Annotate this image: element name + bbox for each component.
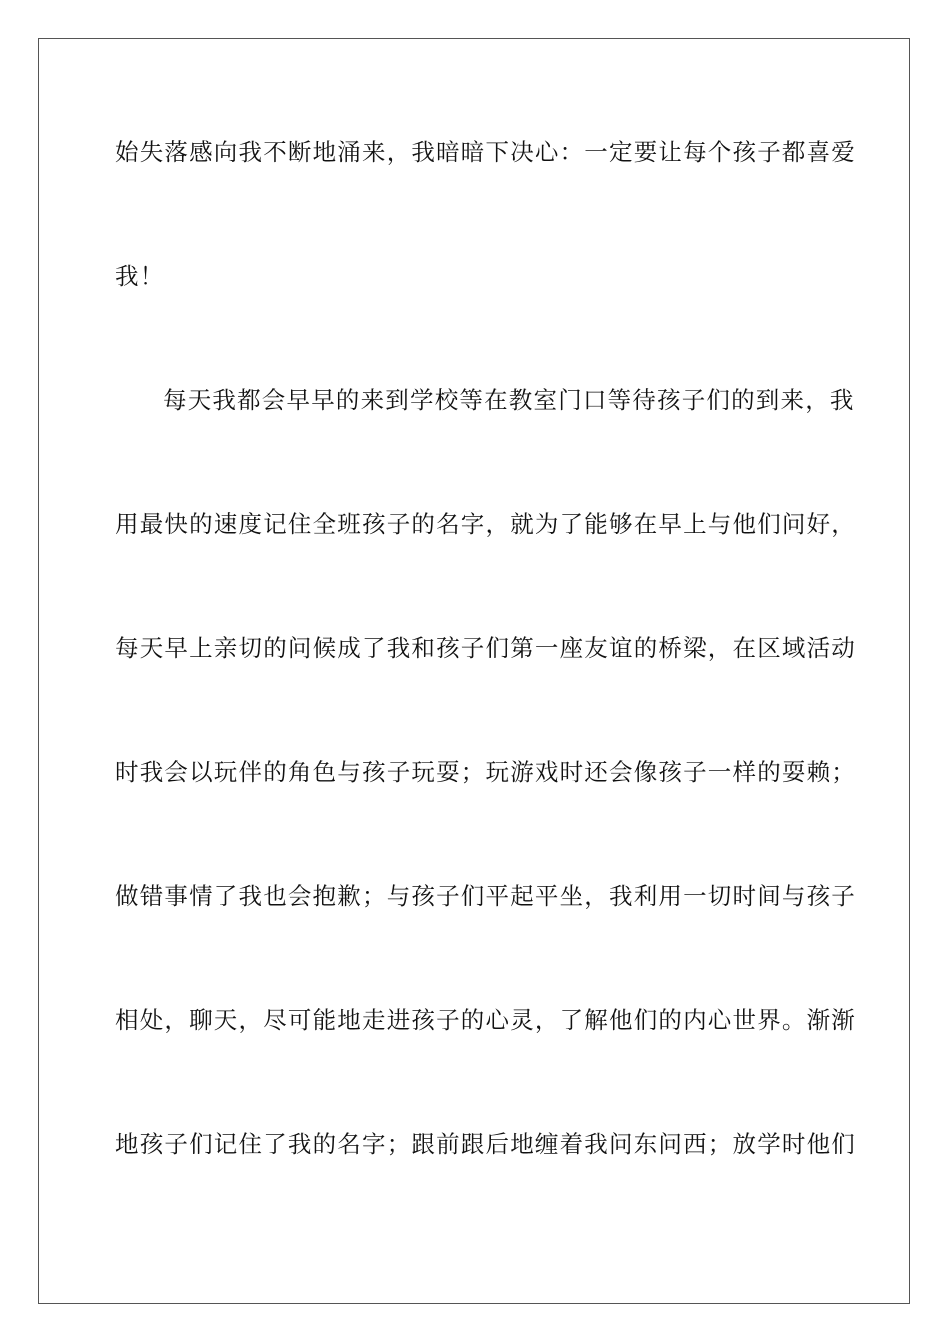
page-frame [38, 38, 910, 1304]
text-line: 始失落感向我不断地涌来，我暗暗下决心：一定要让每个孩子都喜爱 [115, 138, 856, 166]
text-line: 做错事情了我也会抱歉；与孩子们平起平坐，我利用一切时间与孩子 [115, 882, 856, 910]
text-line: 相处，聊天，尽可能地走进孩子的心灵，了解他们的内心世界。渐渐 [115, 1006, 856, 1034]
text-line: 时我会以玩伴的角色与孩子玩耍；玩游戏时还会像孩子一样的耍赖； [115, 758, 856, 786]
paragraph-first-line: 每天我都会早早的来到学校等在教室门口等待孩子们的到来，我 [163, 386, 855, 414]
text-line: 每天早上亲切的问候成了我和孩子们第一座友谊的桥梁，在区域活动 [115, 634, 856, 662]
text-line: 地孩子们记住了我的名字；跟前跟后地缠着我问东问西；放学时他们 [115, 1130, 856, 1158]
text-line: 我！ [115, 262, 165, 290]
text-line: 用最快的速度记住全班孩子的名字，就为了能够在早上与他们问好， [115, 510, 856, 538]
